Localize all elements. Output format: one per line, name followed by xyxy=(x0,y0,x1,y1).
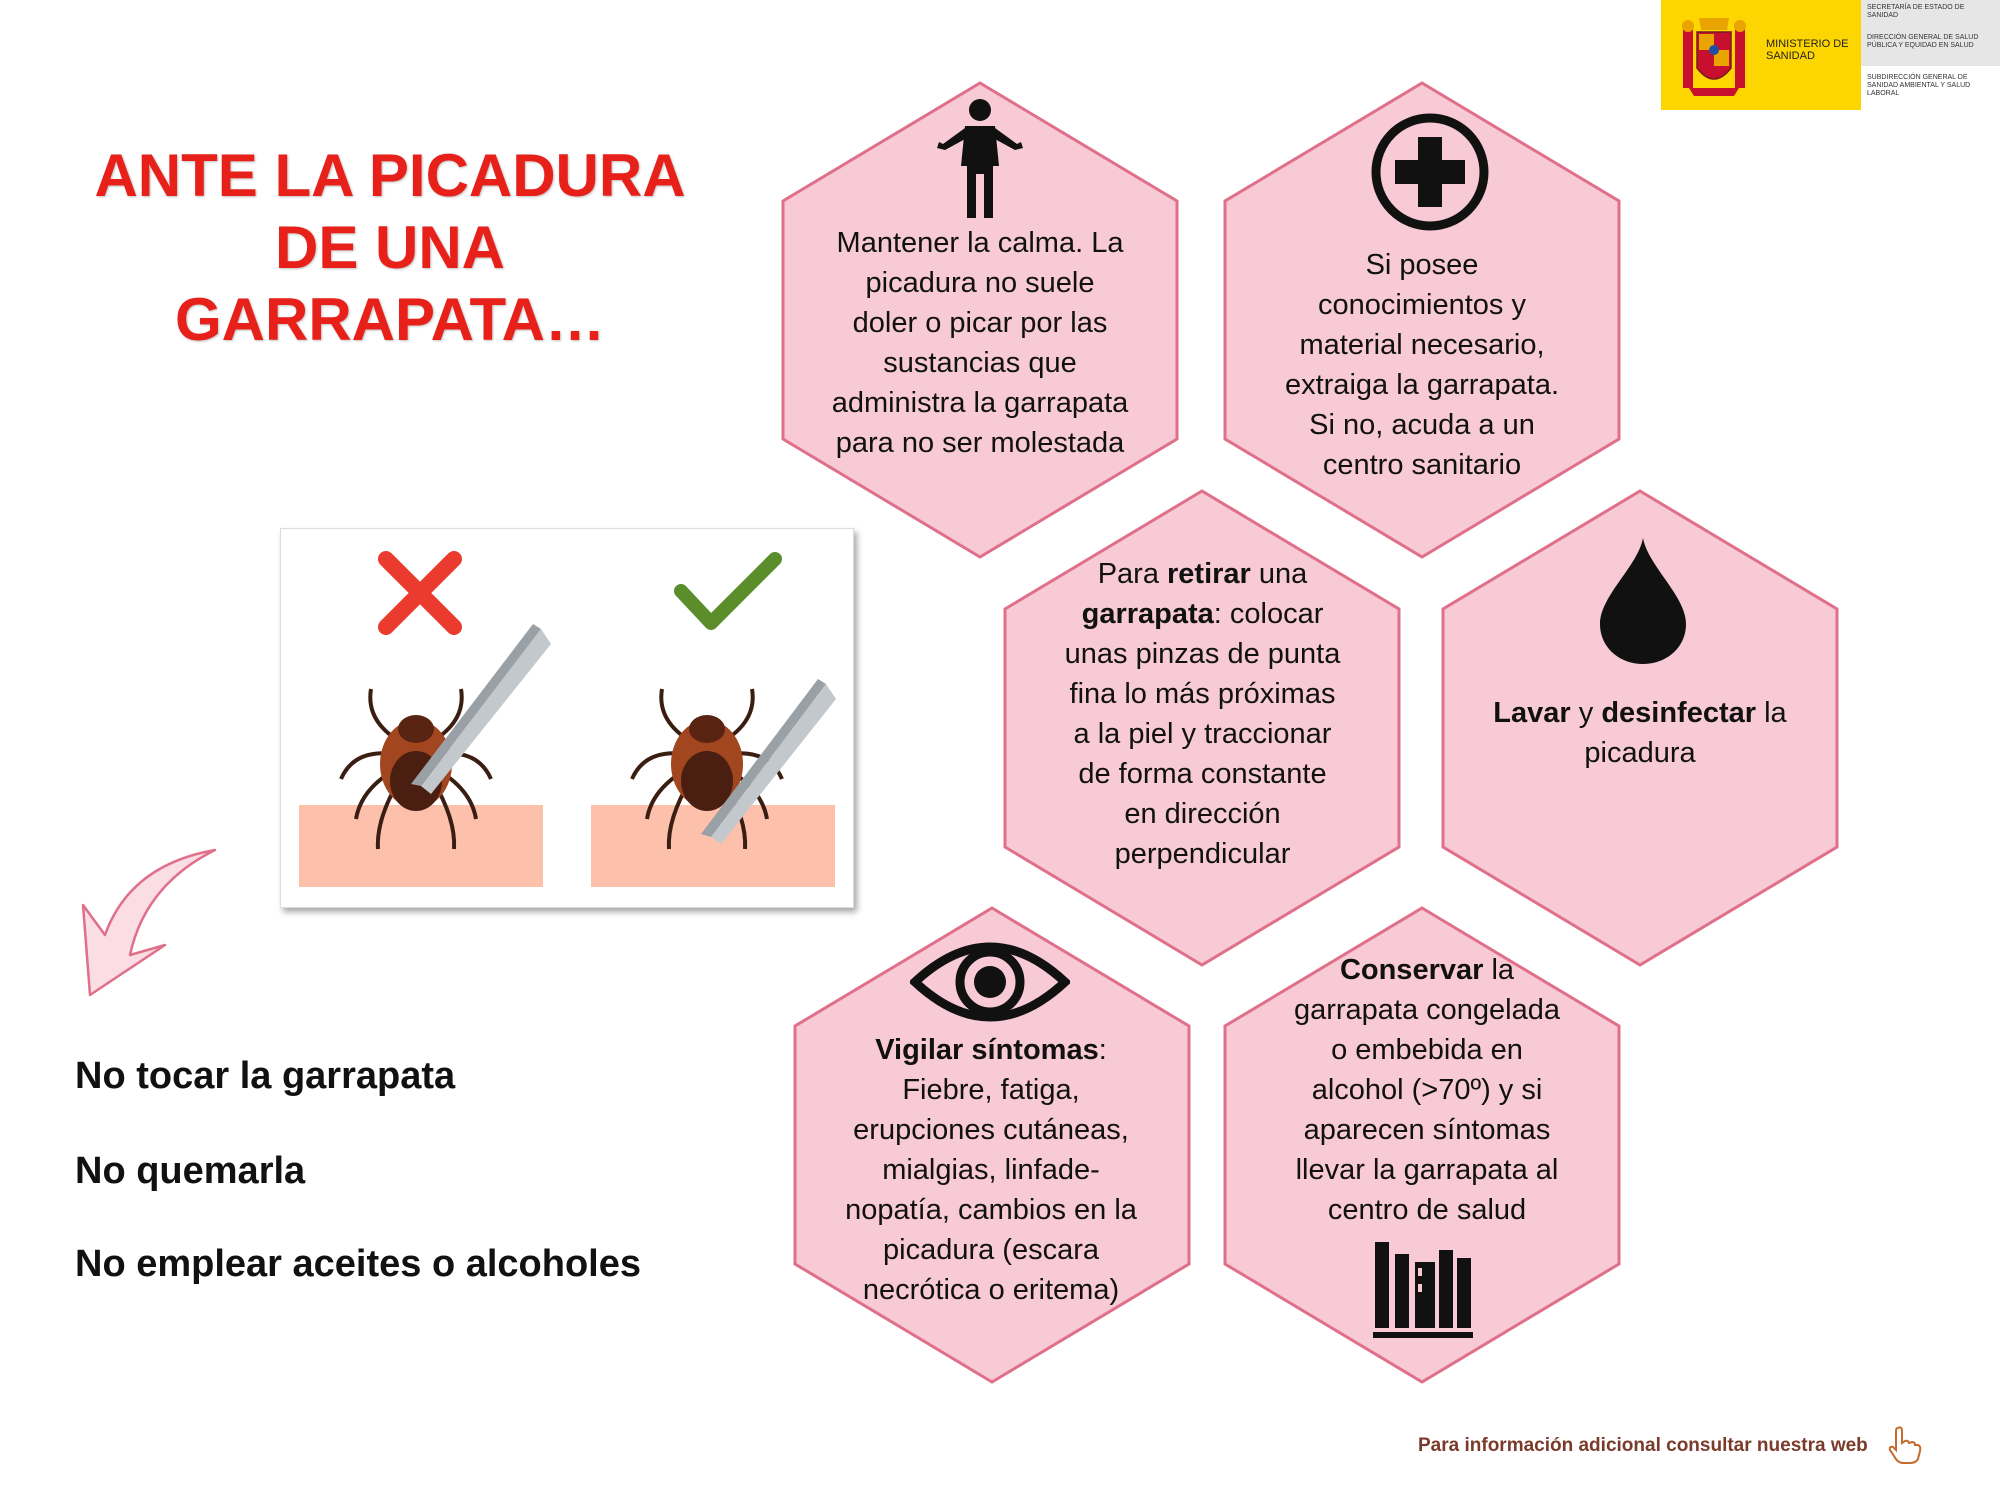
spain-coat-of-arms-icon xyxy=(1679,10,1749,100)
logo-subtitle-2: DIRECCIÓN GENERAL DE SALUD PÚBLICA Y EQUIDAD EN SALUD xyxy=(1867,34,1979,49)
footer-link[interactable]: Para información adicional consultar nuestra web xyxy=(1418,1435,1868,1456)
hex-remove-text xyxy=(1060,554,1345,874)
hex-calm-text: Mantener la calma. La picadura no suele doler o picar por las sustancias que administra la garrapata para no ser molestada xyxy=(831,227,1129,459)
text-bold: retirar xyxy=(1167,558,1251,590)
tick-removal-image xyxy=(280,528,854,908)
rule-no-burn: No quemarla xyxy=(75,1150,306,1192)
logo-yellow-band xyxy=(1661,0,1861,110)
medical-cross-icon xyxy=(1370,112,1490,232)
ministry-name: MINISTERIO DE SANIDAD xyxy=(1766,38,1849,62)
logo-subtitle-1: SECRETARÍA DE ESTADO DE SANIDAD xyxy=(1867,4,1965,19)
hex-watch-text xyxy=(832,1030,1150,1310)
ministry-logo xyxy=(1661,0,2000,110)
logo-subtitle-3: SUBDIRECCIÓN GENERAL DE SANIDAD AMBIENTAL Y SALUD LABORAL xyxy=(1867,74,1971,97)
text-segment: : colocar unas pinzas de punta fina lo más próximas a la piel y traccionar de forma constante en dirección perpendicular xyxy=(1064,598,1341,870)
tweezers-icon xyxy=(686,679,836,849)
text-segment: una xyxy=(1250,558,1308,590)
rule-no-oils: No emplear aceites o alcoholes xyxy=(75,1243,642,1285)
text-segment: Para xyxy=(1097,558,1168,590)
person-icon xyxy=(935,96,1025,221)
hex-wash-text xyxy=(1485,693,1795,773)
hex-keep-text xyxy=(1282,950,1572,1230)
jars-icon xyxy=(1373,1240,1473,1340)
text-bold: garrapata xyxy=(1081,598,1214,630)
text-bold: Lavar xyxy=(1493,697,1571,729)
text-bold: Conservar xyxy=(1339,954,1484,986)
hex-extract-text: Si posee conocimientos y material necesario, extraiga la garrapata. Si no, acuda a un centro sanitario xyxy=(1284,249,1560,481)
arrow-down-left-icon xyxy=(75,845,225,1000)
text-bold: desinfectar xyxy=(1601,697,1757,729)
text-segment: y xyxy=(1570,697,1602,729)
text-segment: la picadura xyxy=(1584,697,1787,769)
page-title: ANTE LA PICADURA DE UNA GARRAPATA… xyxy=(94,142,686,353)
text-bold: Vigilar síntomas xyxy=(875,1034,1099,1066)
eye-icon xyxy=(910,932,1070,1032)
drop-icon xyxy=(1598,536,1688,666)
tweezers-icon xyxy=(391,624,551,804)
rule-no-touch: No tocar la garrapata xyxy=(75,1055,456,1097)
text-segment: la garrapata congelada o embebida en alcohol (>70º) y si aparecen síntomas llevar la garrapata al centro de salud xyxy=(1293,954,1561,1226)
text-segment: : Fiebre, fatiga, erupciones cutáneas, mialgias, linfade-nopatía, cambios en la picadura (escara necrótica o eritema) xyxy=(845,1034,1137,1306)
pointing-hand-icon[interactable] xyxy=(1888,1426,1922,1464)
check-icon xyxy=(673,549,783,637)
